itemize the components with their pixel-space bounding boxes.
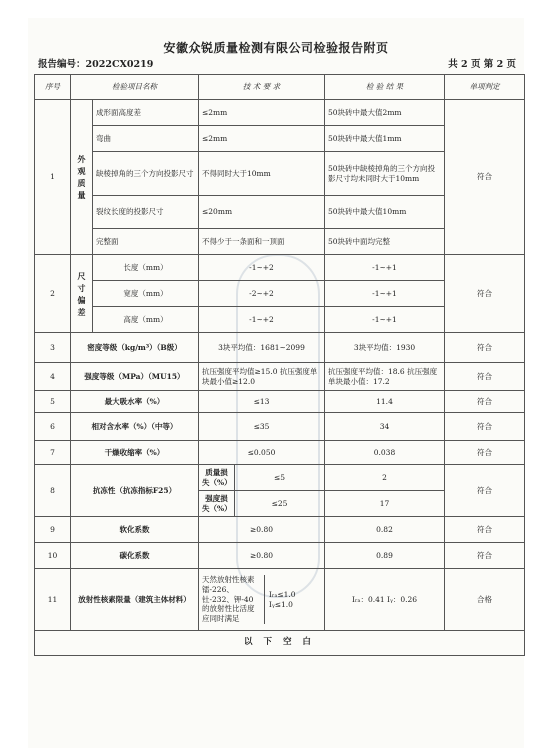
table-row: 宽度（mm） -2~+2 -1~+1 (35, 281, 525, 307)
table-row: 4 强度等级（MPa）（MU15） 抗压强度平均值≥15.0 抗压强度单块最小值≥12.0 抗压强度平均值：18.6 抗压强度单块最小值：17.2 符合 (35, 363, 525, 391)
table-row: 2 尺寸偏差 长度（mm） -1~+2 -1~+1 符合 (35, 255, 525, 281)
table-row: 弯曲 ≤2mm 50块砖中最大值1mm (35, 126, 525, 152)
table-row: 完整面 不得少于一条面和一顶面 50块砖中面均完整 (35, 229, 525, 255)
table-row: 7 干燥收缩率（%） ≤0.050 0.038 符合 (35, 441, 525, 465)
table-row: 6 相对含水率（%）（中等） ≤35 34 符合 (35, 413, 525, 441)
table-row (35, 631, 525, 656)
table-row: 11 放射性核素限量（建筑主体材料） 天然放射性核素镭-226、钍-232、钾-40的放射性比活度应同时满足 Iᵣₐ≤1.0 Iᵧ≤1.0 Iᵣₐ：0.41 Iᵧ：0.26 合格 (35, 569, 525, 631)
end-note: 以 下 空 白 (35, 631, 525, 656)
table-row: 10 碳化系数 ≥0.80 0.89 符合 (35, 543, 525, 569)
results-table (34, 74, 525, 656)
table-header: 序号 检验项目名称 技 术 要 求 检 验 结 果 单项判定 (35, 75, 525, 100)
table-row: 9 软化系数 ≥0.80 0.82 符合 (35, 517, 525, 543)
table-row: 5 最大吸水率（%） ≤13 11.4 符合 (35, 391, 525, 413)
table-row: 裂纹长度的投影尺寸 ≤20mm 50块砖中最大值10mm (35, 196, 525, 229)
page-info: 共 2 页 第 2 页 (448, 59, 516, 70)
report-number: 报告编号：2022CX0219 (38, 59, 154, 70)
table-row: 强度损失（%） ≤25 17 (35, 491, 525, 517)
table-row: 1 外观质量 成形面高度差 ≤2mm 50块砖中最大值2mm 符合 (35, 100, 525, 126)
report-page (28, 18, 524, 748)
table-row: 8 抗冻性（抗冻指标F25） 质量损失（%） ≤5 2 符合 (35, 465, 525, 491)
table-row: 3 密度等级（kg/m³）（B级） 3块平均值：1681~2099 3块平均值：1930 符合 (35, 333, 525, 363)
report-title: 安徽众锐质量检测有限公司检验报告附页 (163, 41, 389, 55)
table-row: 缺棱掉角的三个方向投影尺寸 不得同时大于10mm 50块砖中缺棱掉角的三个方向投影尺寸均未同时大于10mm (35, 152, 525, 196)
table-row: 高度（mm） -1~+2 -1~+1 (35, 307, 525, 333)
